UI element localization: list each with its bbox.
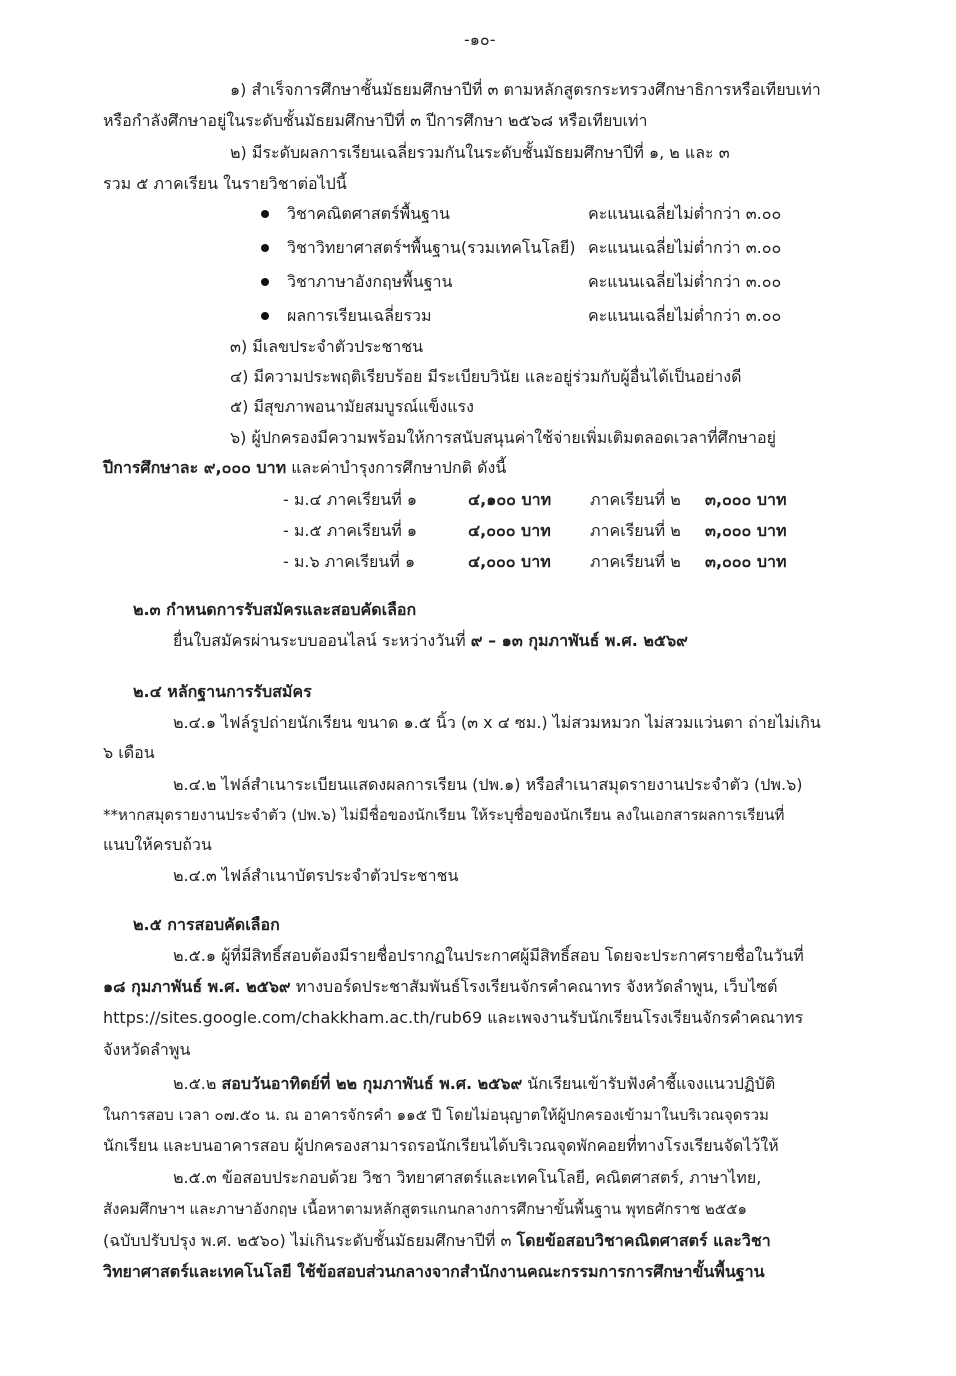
central-exam-note-2: วิทยาศาสตร์และเทคโนโลยี ใช้ข้อสอบส่วนกลางจากสำนักงานคณะกรรมการการศึกษาขั้นพื้นฐาน <box>103 1262 765 1281</box>
criterion-6-line-2 <box>103 458 506 478</box>
section-2-4-1-line-1: ๒.๔.๑ ไฟล์รูปถ่ายนักเรียน ขนาด ๑.๕ นิ้ว (๓ x ๔ ซม.) ไม่สวมหมวก ไม่สวมแว่นตา ถ่ายไม่เกิน <box>173 713 821 732</box>
section-2-5-2-line-3: นักเรียน และบนอาคารสอบ ผู้ปกครองสามารถรอนักเรียนได้บริเวณจุดพักคอยที่ทางโรงเรียนจัดไว้ให้ <box>103 1136 779 1155</box>
subject-name: วิชาวิทยาศาสตร์ฯพื้นฐาน(รวมเทคโนโลยี) <box>287 238 576 257</box>
section-2-4-3: ๒.๔.๓ ไฟล์สำเนาบัตรประจำตัวประชาชน <box>173 866 459 885</box>
section-2-5-1-line-3: https://sites.google.com/chakkham.ac.th/rub69 และเพจงานรับนักเรียนโรงเรียนจักรคำคณาทร <box>103 1008 804 1027</box>
fee-term-2: ๓,๐๐๐ บาท <box>705 490 787 509</box>
section-2-5-2-line-1 <box>173 1074 775 1094</box>
fee-term-2: ๓,๐๐๐ บาท <box>705 552 787 571</box>
section-2-5-2-number: ๒.๕.๒ <box>173 1074 222 1093</box>
subject-name: ผลการเรียนเฉลี่ยรวม <box>287 306 432 325</box>
application-period-label: ยื่นใบสมัครผ่านระบบออนไลน์ ระหว่างวันที่ <box>173 631 471 650</box>
fee-semester-2-label: ภาคเรียนที่ ๒ <box>590 552 681 571</box>
section-2-4-heading: ๒.๔ หลักฐานการรับสมัคร <box>133 682 312 701</box>
announcement-date: ๑๘ กุมภาพันธ์ พ.ศ. ๒๕๖๙ <box>103 977 291 996</box>
fee-term-1: ๔,๐๐๐ บาท <box>468 552 551 571</box>
section-2-5-3-line-1: ๒.๕.๓ ข้อสอบประกอบด้วย วิชา วิทยาศาสตร์และเทคโนโลยี, คณิตศาสตร์, ภาษาไทย, <box>173 1168 762 1187</box>
bullet-icon <box>261 210 269 218</box>
fee-term-1: ๔,๐๐๐ บาท <box>468 521 551 540</box>
fee-grade: - ม.๖ ภาคเรียนที่ ๑ <box>283 552 416 571</box>
section-2-3-heading: ๒.๓ กำหนดการรับสมัครและสอบคัดเลือก <box>133 600 417 619</box>
criterion-6-line-1: ๖) ผู้ปกครองมีความพร้อมให้การสนับสนุนค่าใช้จ่ายเพิ่มเติมตลอดเวลาที่ศึกษาอยู่ <box>230 428 777 447</box>
criterion-2-line-1: ๒) มีระดับผลการเรียนเฉลี่ยรวมกันในระดับชั้นมัธยมศึกษาปีที่ ๑, ๒ และ ๓ <box>230 143 730 162</box>
criterion-4: ๔) มีความประพฤติเรียบร้อย มีระเบียบวินัย และอยู่ร่วมกับผู้อื่นได้เป็นอย่างดี <box>230 367 742 386</box>
central-exam-note-1: โดยข้อสอบวิชาคณิตศาสตร์ และวิชา <box>516 1231 771 1250</box>
subject-name: วิชาภาษาอังกฤษพื้นฐาน <box>287 272 453 291</box>
bullet-icon <box>261 244 269 252</box>
section-2-5-1-line-4: จังหวัดลำพูน <box>103 1040 191 1059</box>
exam-briefing-text: นักเรียนเข้ารับฟังคำชี้แจงแนวปฏิบัติ <box>522 1074 776 1093</box>
subject-name: วิชาคณิตศาสตร์พื้นฐาน <box>287 204 450 223</box>
subject-requirement: คะแนนเฉลี่ยไม่ต่ำกว่า ๓.๐๐ <box>588 238 782 257</box>
fee-grade: - ม.๔ ภาคเรียนที่ ๑ <box>283 490 418 509</box>
annual-fee-amount: ปีการศึกษาละ ๙,๐๐๐ บาท <box>103 458 287 477</box>
bullet-icon <box>261 278 269 286</box>
criterion-1-line-1: ๑) สำเร็จการศึกษาชั้นมัธยมศึกษาปีที่ ๓ ตามหลักสูตรกระทรวงศึกษาธิการหรือเทียบเท่า <box>230 80 821 99</box>
fee-semester-2-label: ภาคเรียนที่ ๒ <box>590 490 681 509</box>
section-2-5-3-line-3 <box>103 1231 771 1251</box>
fee-term-2: ๓,๐๐๐ บาท <box>705 521 787 540</box>
criterion-2-line-2: รวม ๕ ภาคเรียน ในรายวิชาต่อไปนี้ <box>103 174 347 193</box>
section-2-5-2-line-2: ในการสอบ เวลา ๐๗.๕๐ น. ณ อาคารจักรคำ ๑๑๕ ปี โดยไม่อนุญาตให้ผู้ปกครองเข้ามาในบริเวณจุดรวม <box>103 1106 769 1124</box>
criterion-1-line-2: หรือกำลังศึกษาอยู่ในระดับชั้นมัธยมศึกษาปีที่ ๓ ปีการศึกษา ๒๕๖๘ หรือเทียบเท่า <box>103 111 648 130</box>
page-number: -๑๐- <box>464 30 496 49</box>
fee-grade: - ม.๕ ภาคเรียนที่ ๑ <box>283 521 418 540</box>
section-2-5-heading: ๒.๕ การสอบคัดเลือก <box>133 915 280 934</box>
fee-term-1: ๔,๑๐๐ บาท <box>468 490 552 509</box>
section-2-5-3-line-2: สังคมศึกษาฯ และภาษาอังกฤษ เนื้อหาตามหลักสูตรแกนกลางการศึกษาขั้นพื้นฐาน พุทธศักราช ๒๕๕๑ <box>103 1200 748 1218</box>
section-2-4-2-line-1: ๒.๔.๒ ไฟล์สำเนาระเบียนแสดงผลการเรียน (ปพ.๑) หรือสำเนาสมุดรายงานประจำตัว (ปพ.๖) <box>173 775 803 794</box>
subject-requirement: คะแนนเฉลี่ยไม่ต่ำกว่า ๓.๐๐ <box>588 204 782 223</box>
section-2-4-1-line-2: ๖ เดือน <box>103 743 155 762</box>
fee-semester-2-label: ภาคเรียนที่ ๒ <box>590 521 681 540</box>
curriculum-scope: (ฉบับปรับปรุง พ.ศ. ๒๕๖๐) ไม่เกินระดับชั้นมัธยมศึกษาปีที่ ๓ <box>103 1231 517 1250</box>
subject-requirement: คะแนนเฉลี่ยไม่ต่ำกว่า ๓.๐๐ <box>588 272 782 291</box>
annual-fee-text: และค่าบำรุงการศึกษาปกติ ดังนี้ <box>286 458 507 477</box>
announcement-channels: ทางบอร์ดประชาสัมพันธ์โรงเรียนจักรคำคณาทร จังหวัดลำพูน, เว็บไซต์ <box>290 977 778 996</box>
criterion-3: ๓) มีเลขประจำตัวประชาชน <box>230 337 424 356</box>
section-2-4-2-line-2: **หากสมุดรายงานประจำตัว (ปพ.๖) ไม่มีชื่อของนักเรียน ให้ระบุชื่อของนักเรียน ลงในเอกสารผลการเรียนที่ <box>103 806 785 824</box>
section-2-4-2-line-3: แนบให้ครบถ้วน <box>103 835 212 854</box>
criterion-5: ๕) มีสุขภาพอนามัยสมบูรณ์แข็งแรง <box>230 397 474 416</box>
subject-requirement: คะแนนเฉลี่ยไม่ต่ำกว่า ๓.๐๐ <box>588 306 782 325</box>
section-2-3-body <box>173 631 688 651</box>
section-2-5-1-line-1: ๒.๕.๑ ผู้ที่มีสิทธิ์สอบต้องมีรายชื่อปรากฏในประกาศผู้มีสิทธิ์สอบ โดยจะประกาศรายชื่อในวันที่ <box>173 946 804 965</box>
exam-date: สอบวันอาทิตย์ที่ ๒๒ กุมภาพันธ์ พ.ศ. ๒๕๖๙ <box>221 1074 523 1093</box>
application-period-dates: ๙ – ๑๓ กุมภาพันธ์ พ.ศ. ๒๕๖๙ <box>470 631 688 650</box>
section-2-5-1-line-2 <box>103 977 778 997</box>
bullet-icon <box>261 312 269 320</box>
